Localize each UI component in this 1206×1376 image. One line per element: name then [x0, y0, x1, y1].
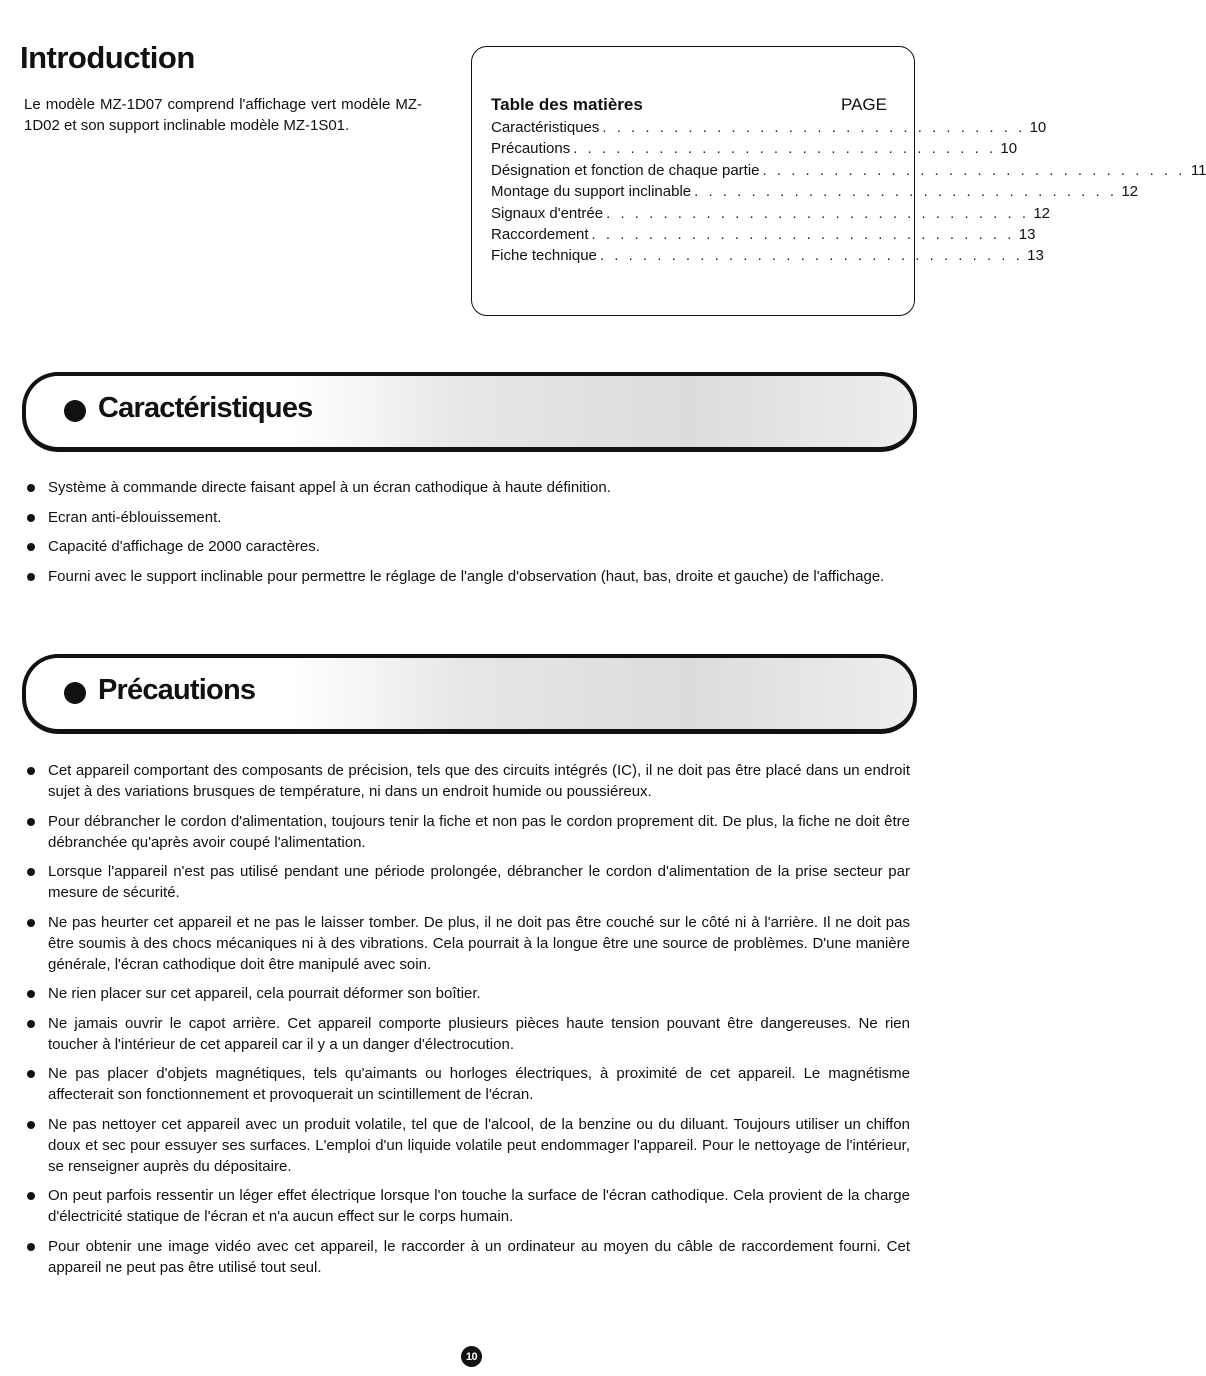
toc-entry-label: Signaux d'entrée — [491, 204, 604, 222]
precaution-item: Lorsque l'appareil n'est pas utilisé pendant une période prolongée, débrancher le cordon d'alimentation de la prise secteur par mesure de sécurité. — [24, 861, 910, 903]
toc-entry-label: Caractéristiques — [491, 119, 600, 136]
section-title-features: Caractéristiques — [98, 392, 313, 424]
toc-leader-dots: . . . . . . . . . . . . . . . . . . . . . . . . . . . . . . — [591, 225, 1015, 243]
feature-item: Ecran anti-éblouissement. — [24, 507, 910, 528]
toc-title: Table des matières — [491, 95, 643, 114]
section-title-precautions: Précautions — [98, 674, 256, 706]
toc-leader-dots: . . . . . . . . . . . . . . . . . . . . . . . . . . . . . . — [573, 140, 997, 158]
precaution-item: Pour débrancher le cordon d'alimentation, toujours tenir la fiche et non pas le cordon proprement dit. De plus, la fiche ne doit être débranchée qu'après avoir coupé l'alimentation. — [24, 811, 910, 853]
toc-entry-page: 13 — [1027, 247, 1044, 265]
intro-title: Introduction — [20, 40, 195, 75]
toc-entry-label: Fiche technique — [491, 247, 597, 265]
toc-entry-label: Précautions — [491, 140, 571, 158]
toc-header — [491, 95, 887, 115]
precaution-item: Cet appareil comportant des composants de précision, tels que des circuits intégrés (IC), il ne doit pas être placé dans un endroit sujet à des variations brusques de température, ni dans un endroit humide ou poussiéreux. — [24, 760, 910, 802]
toc-leader-dots: . . . . . . . . . . . . . . . . . . . . . . . . . . . . . . — [762, 161, 1186, 179]
toc-entry-page: 12 — [1033, 204, 1051, 222]
toc-entry-page: 13 — [1018, 225, 1036, 243]
toc-leader-dots: . . . . . . . . . . . . . . . . . . . . . . . . . . . . . . — [599, 247, 1023, 265]
toc-entry — [491, 161, 1206, 183]
toc-entry-page: 12 — [1121, 183, 1139, 201]
bullet-dot-icon — [64, 400, 86, 422]
bullet-dot-icon — [64, 682, 86, 704]
precaution-item: On peut parfois ressentir un léger effet électrique lorsque l'on touche la surface de l'écran cathodique. Cela provient de la charge d'électricité statique de l'écran et n'a aucun effect sur le corps humain. — [24, 1185, 910, 1227]
features-list — [24, 477, 910, 595]
section-banner-features — [22, 372, 917, 452]
intro-text: Le modèle MZ-1D07 comprend l'affichage vert modèle MZ-1D02 et son support inclinable modèle MZ-1S01. — [24, 96, 422, 134]
toc-entry — [491, 119, 1047, 140]
feature-item: Capacité d'affichage de 2000 caractères. — [24, 536, 910, 557]
toc-entry-page: 10 — [1000, 140, 1018, 158]
toc-entry — [491, 247, 1044, 268]
precautions-list — [24, 760, 910, 1286]
page-number: 10 — [461, 1346, 482, 1367]
precaution-item: Ne pas nettoyer cet appareil avec un produit volatile, tel que de l'alcool, de la benzine ou du diluant. Toujours utiliser un chiffon doux et sec pour essuyer ses surfaces. L'emploi d'un liquide volatile peut endommager l'appareil. Pour le nettoyage de l'intérieur, se renseigner auprès du dépositaire. — [24, 1114, 910, 1177]
toc-leader-dots: . . . . . . . . . . . . . . . . . . . . . . . . . . . . . . — [602, 119, 1026, 136]
toc-leader-dots: . . . . . . . . . . . . . . . . . . . . . . . . . . . . . . — [694, 183, 1118, 201]
precaution-item: Ne pas placer d'objets magnétiques, tels qu'aimants ou horloges électriques, à proximité de cet appareil. Le magnétisme affecterait son fonctionnement et provoquerait un scintillement de l'écran. — [24, 1063, 910, 1105]
toc-entry — [491, 140, 1018, 161]
toc-entry-page: 10 — [1029, 119, 1047, 136]
section-banner-precautions — [22, 654, 917, 734]
toc-entry-label: Montage du support inclinable — [491, 183, 692, 201]
precaution-item: Pour obtenir une image vidéo avec cet appareil, le raccorder à un ordinateur au moyen du câble de raccordement fourni. Cet appareil ne peut pas être utilisé tout seul. — [24, 1236, 910, 1278]
toc-entry-page: 11 — [1190, 161, 1206, 179]
toc-entry — [491, 225, 1036, 247]
table-of-contents — [471, 46, 1206, 316]
precaution-item: Ne pas heurter cet appareil et ne pas le laisser tomber. De plus, il ne doit pas être couché sur le côté ni à l'arrière. Il ne doit pas être soumis à des chocs mécaniques ni à des vibrations. Cela pourrait à la longue être une source de problèmes. D'une manière générale, l'écran cathodique doit être manipulé avec soin. — [24, 912, 910, 975]
feature-item: Système à commande directe faisant appel à un écran cathodique à haute définition. — [24, 477, 910, 498]
precaution-item: Ne rien placer sur cet appareil, cela pourrait déformer son boîtier. — [24, 983, 910, 1004]
toc-entry — [491, 204, 1051, 226]
precaution-item: Ne jamais ouvrir le capot arrière. Cet appareil comporte plusieurs pièces haute tension pouvant être dangereuses. Ne rien toucher à l'intérieur de cet appareil car il y a un danger d'électrocution. — [24, 1013, 910, 1055]
toc-entry-label: Raccordement — [491, 225, 589, 243]
feature-item: Fourni avec le support inclinable pour permettre le réglage de l'angle d'observation (haut, bas, droite et gauche) de l'affichage. — [24, 566, 910, 587]
toc-leader-dots: . . . . . . . . . . . . . . . . . . . . . . . . . . . . . . — [606, 204, 1030, 222]
toc-list — [491, 119, 1206, 269]
toc-entry — [491, 183, 1139, 204]
toc-entry-label: Désignation et fonction de chaque partie — [491, 161, 760, 179]
toc-page-label: PAGE — [841, 95, 887, 114]
